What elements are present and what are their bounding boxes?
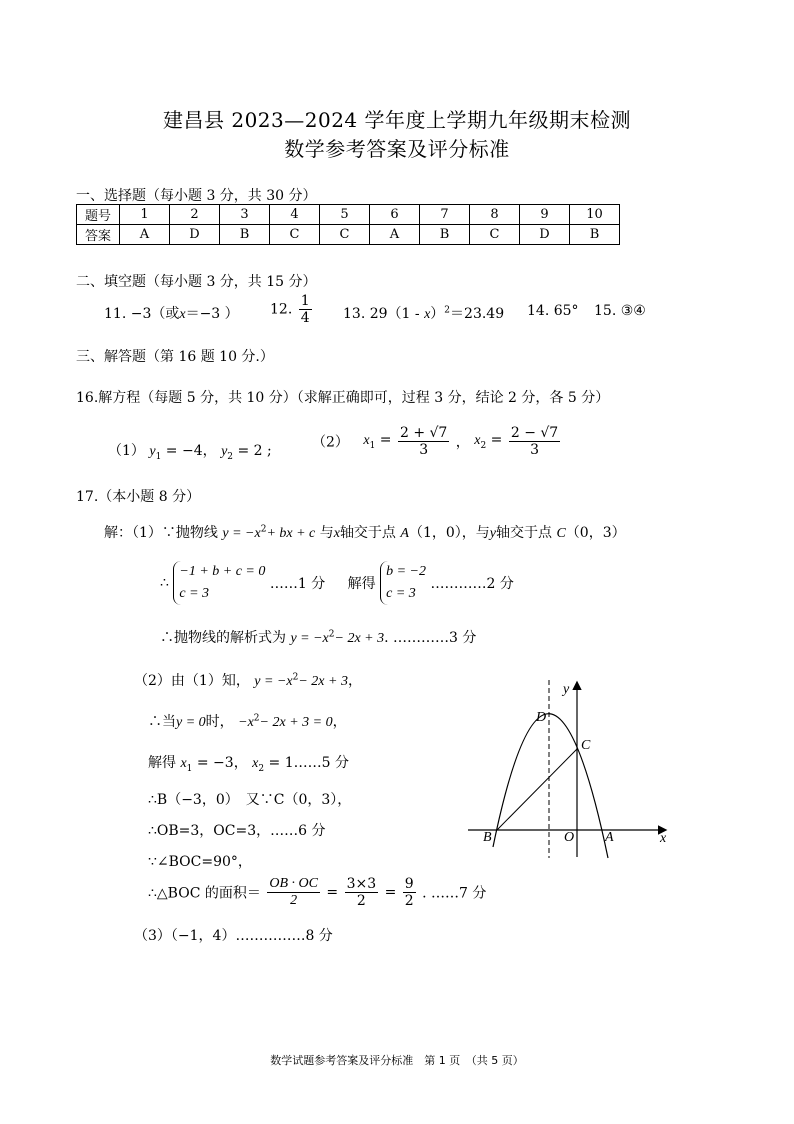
var-y1: y [149, 444, 156, 459]
equals: = [326, 884, 339, 901]
fraction-numerator: 2 − √7 [510, 425, 559, 441]
q12-label: 12. [270, 301, 293, 318]
subscript: 2 [258, 763, 265, 774]
table-cell: B [420, 225, 470, 245]
section3-heading: 三、解答题（第 16 题 10 分.） [76, 349, 274, 365]
q11-label: 11. [104, 306, 127, 322]
q11-var: x [179, 307, 186, 322]
subscript: 2 [480, 440, 487, 451]
axis-label-y: y [563, 682, 570, 697]
fraction-denominator: 4 [300, 310, 310, 327]
solve-label: 解得 [347, 576, 376, 592]
point-label: A [400, 526, 409, 541]
system-row: c = 3 [386, 586, 416, 601]
q17-part2-line1 [134, 670, 362, 690]
answer-12 [270, 293, 314, 326]
fraction-numerator: 2 + √7 [399, 425, 448, 441]
q17-part2-line4: ∴B（−3，0） 又∵C（0，3）， [148, 792, 352, 808]
q16-part2 [312, 425, 562, 458]
equation-system-1 [173, 561, 265, 605]
point-label-d: D [536, 710, 547, 725]
point-label-a: A [605, 830, 614, 845]
text: 解得 [148, 755, 176, 771]
q17-part2-line6: ∵∠BOC=90°， [148, 854, 252, 870]
fraction [345, 876, 379, 909]
q16-part1 [108, 440, 272, 462]
equation-system-2 [380, 561, 426, 605]
q17-part2-line5: ∴OB=3，OC=3，……6 分 [148, 823, 326, 839]
table-cell: A [120, 225, 170, 245]
table-cell: B [220, 225, 270, 245]
system-row: b = −2 [386, 564, 427, 579]
q17-line1 [104, 522, 626, 542]
row-label-number: 题号 [77, 205, 120, 225]
axis-label-x: x [660, 831, 667, 846]
q13-part-a: 29（1 - [369, 306, 420, 322]
answer-11 [104, 303, 239, 323]
equals: = [490, 432, 503, 449]
system-row: c = 3 [179, 586, 210, 601]
equation: − 2x + 3 [298, 674, 348, 689]
therefore-symbol: ∴ [160, 575, 169, 591]
parabola-curve [493, 714, 608, 858]
fraction-denominator: 2 [356, 893, 366, 910]
q16-heading: 16.解方程（每题 5 分，共 10 分）（求解正确即可，过程 3 分，结论 2 分，各 5 分） [76, 390, 610, 406]
table-cell: D [520, 225, 570, 245]
q13-part-c: ＝23.49 [450, 306, 505, 322]
q17-part2-line3 [148, 752, 349, 774]
text: ， [347, 673, 362, 689]
q13-var: x [424, 307, 431, 322]
equation: y = −x [222, 526, 261, 541]
q17-part2-line2 [148, 711, 347, 731]
q11-text: −3（或 [130, 306, 180, 322]
segment-bc [497, 749, 577, 830]
q16-p1-label: （1） [108, 443, 145, 459]
subscript: 2 [227, 451, 234, 462]
table-cell: C [470, 225, 520, 245]
text: 轴交于点 [496, 525, 552, 541]
var-y2: y [221, 444, 228, 459]
answer-14: 14. 65° [527, 303, 579, 319]
equation: − 2x + 3 = 0 [259, 715, 333, 730]
exponent: 2 [328, 629, 335, 640]
text: ， [332, 714, 347, 730]
fraction [398, 425, 449, 458]
table-cell: 1 [120, 205, 170, 225]
table-cell: 2 [170, 205, 220, 225]
q17-system [160, 561, 514, 605]
q13-part-b: ） [430, 306, 445, 322]
equation: − 2x + 3 [334, 631, 385, 646]
q17-line3 [160, 627, 476, 647]
table-cell: 7 [420, 205, 470, 225]
table-cell: B [570, 225, 620, 245]
comma: ， [233, 755, 248, 771]
text: （0，3） [565, 525, 626, 541]
answer-13 [343, 303, 504, 323]
table-cell: A [370, 225, 420, 245]
fraction [403, 876, 416, 909]
q13-label: 13. [343, 306, 366, 322]
point-label-b: B [483, 830, 492, 845]
system-row: −1 + b + c = 0 [179, 564, 266, 579]
text: ∴当 [148, 714, 176, 730]
equation: y = −x [290, 631, 329, 646]
fraction-numerator: 1 [300, 293, 310, 309]
fraction [509, 425, 560, 458]
text: 时， [205, 714, 234, 730]
var: x [180, 756, 187, 771]
text: （1，0），与 [408, 525, 490, 541]
fraction [267, 876, 320, 909]
point-label-o: O [564, 830, 575, 845]
table-cell: 4 [270, 205, 320, 225]
exponent: 2 [292, 672, 299, 683]
value: = −3 [196, 755, 234, 771]
fraction-denominator: 3 [530, 442, 539, 459]
text: 解：（1）∵抛物线 [104, 525, 218, 541]
equation: + bx + c [266, 526, 316, 541]
fraction [299, 293, 312, 326]
parabola-figure [460, 675, 680, 860]
table-cell: C [270, 225, 320, 245]
comma: ， [202, 443, 217, 459]
q13-exponent: 2 [444, 305, 451, 316]
var: x [252, 756, 259, 771]
page-footer: 数学试题参考答案及评分标准 第 1 页 （共 5 页） [270, 1054, 524, 1067]
exponent: 2 [253, 713, 260, 724]
fraction-denominator: 3 [419, 442, 429, 459]
q17-part3: （3）（−1，4）……………8 分 [134, 928, 333, 944]
table-cell: 8 [470, 205, 520, 225]
q16-p2-label: （2） [312, 434, 349, 451]
equation: −x [238, 715, 254, 730]
subscript: 1 [155, 451, 162, 462]
point-label-c: C [581, 738, 591, 753]
q17-part2-line7 [148, 876, 486, 909]
text: ∴抛物线的解析式为 [160, 630, 286, 646]
point-label: C [556, 526, 566, 541]
section1-heading: 一、选择题（每小题 3 分，共 30 分） [76, 188, 317, 204]
subscript: 1 [369, 440, 376, 451]
equals: = [384, 884, 397, 901]
answer-15: 15. ③④ [594, 303, 646, 319]
answer-table [76, 204, 620, 245]
page-subtitle: 数学参考答案及评分标准 [284, 137, 510, 161]
var: y [489, 526, 496, 541]
value: = −4 [165, 443, 203, 459]
table-row-numbers [77, 205, 620, 225]
text: ∴△BOC 的面积＝ [148, 885, 261, 902]
score: ……1 分 [269, 576, 326, 592]
comma: ， [455, 434, 470, 451]
text: 与 [319, 525, 334, 541]
table-cell: 5 [320, 205, 370, 225]
table-cell: 9 [520, 205, 570, 225]
score: …………2 分 [430, 576, 514, 592]
fraction-denominator: 2 [290, 893, 298, 909]
table-cell: 10 [570, 205, 620, 225]
value: = 2 ; [237, 443, 272, 459]
fraction-numerator: OB · OC [267, 876, 320, 893]
table-row-answers [77, 225, 620, 245]
score: . ……7 分 [422, 885, 487, 902]
row-label-answer: 答案 [77, 225, 120, 245]
equation: y = 0 [176, 715, 206, 730]
var-x2: x [474, 433, 481, 449]
var: x [333, 526, 340, 541]
q11-rest: ＝−3 ） [185, 306, 239, 322]
q17-heading: 17.（本小题 8 分） [76, 489, 201, 505]
equation: y = −x [254, 674, 293, 689]
table-cell: 3 [220, 205, 270, 225]
equals: = [379, 432, 392, 449]
table-cell: 6 [370, 205, 420, 225]
var-x1: x [363, 433, 370, 449]
text: 轴交于点 [339, 525, 396, 541]
section2-heading: 二、填空题（每小题 3 分，共 15 分） [76, 274, 317, 290]
text: （2）由（1）知， [134, 673, 250, 689]
exponent: 2 [260, 524, 267, 535]
subscript: 1 [186, 763, 193, 774]
page-title: 建昌县 2023—2024 学年度上学期九年级期末检测 [162, 108, 631, 132]
score: . …………3 分 [384, 630, 477, 646]
table-cell: D [170, 225, 220, 245]
score: ……5 分 [293, 755, 349, 771]
table-cell: C [320, 225, 370, 245]
fraction-numerator: 3×3 [346, 876, 377, 892]
fraction-numerator: 9 [404, 876, 414, 892]
value: = 1 [268, 755, 294, 771]
fraction-denominator: 2 [404, 893, 414, 910]
